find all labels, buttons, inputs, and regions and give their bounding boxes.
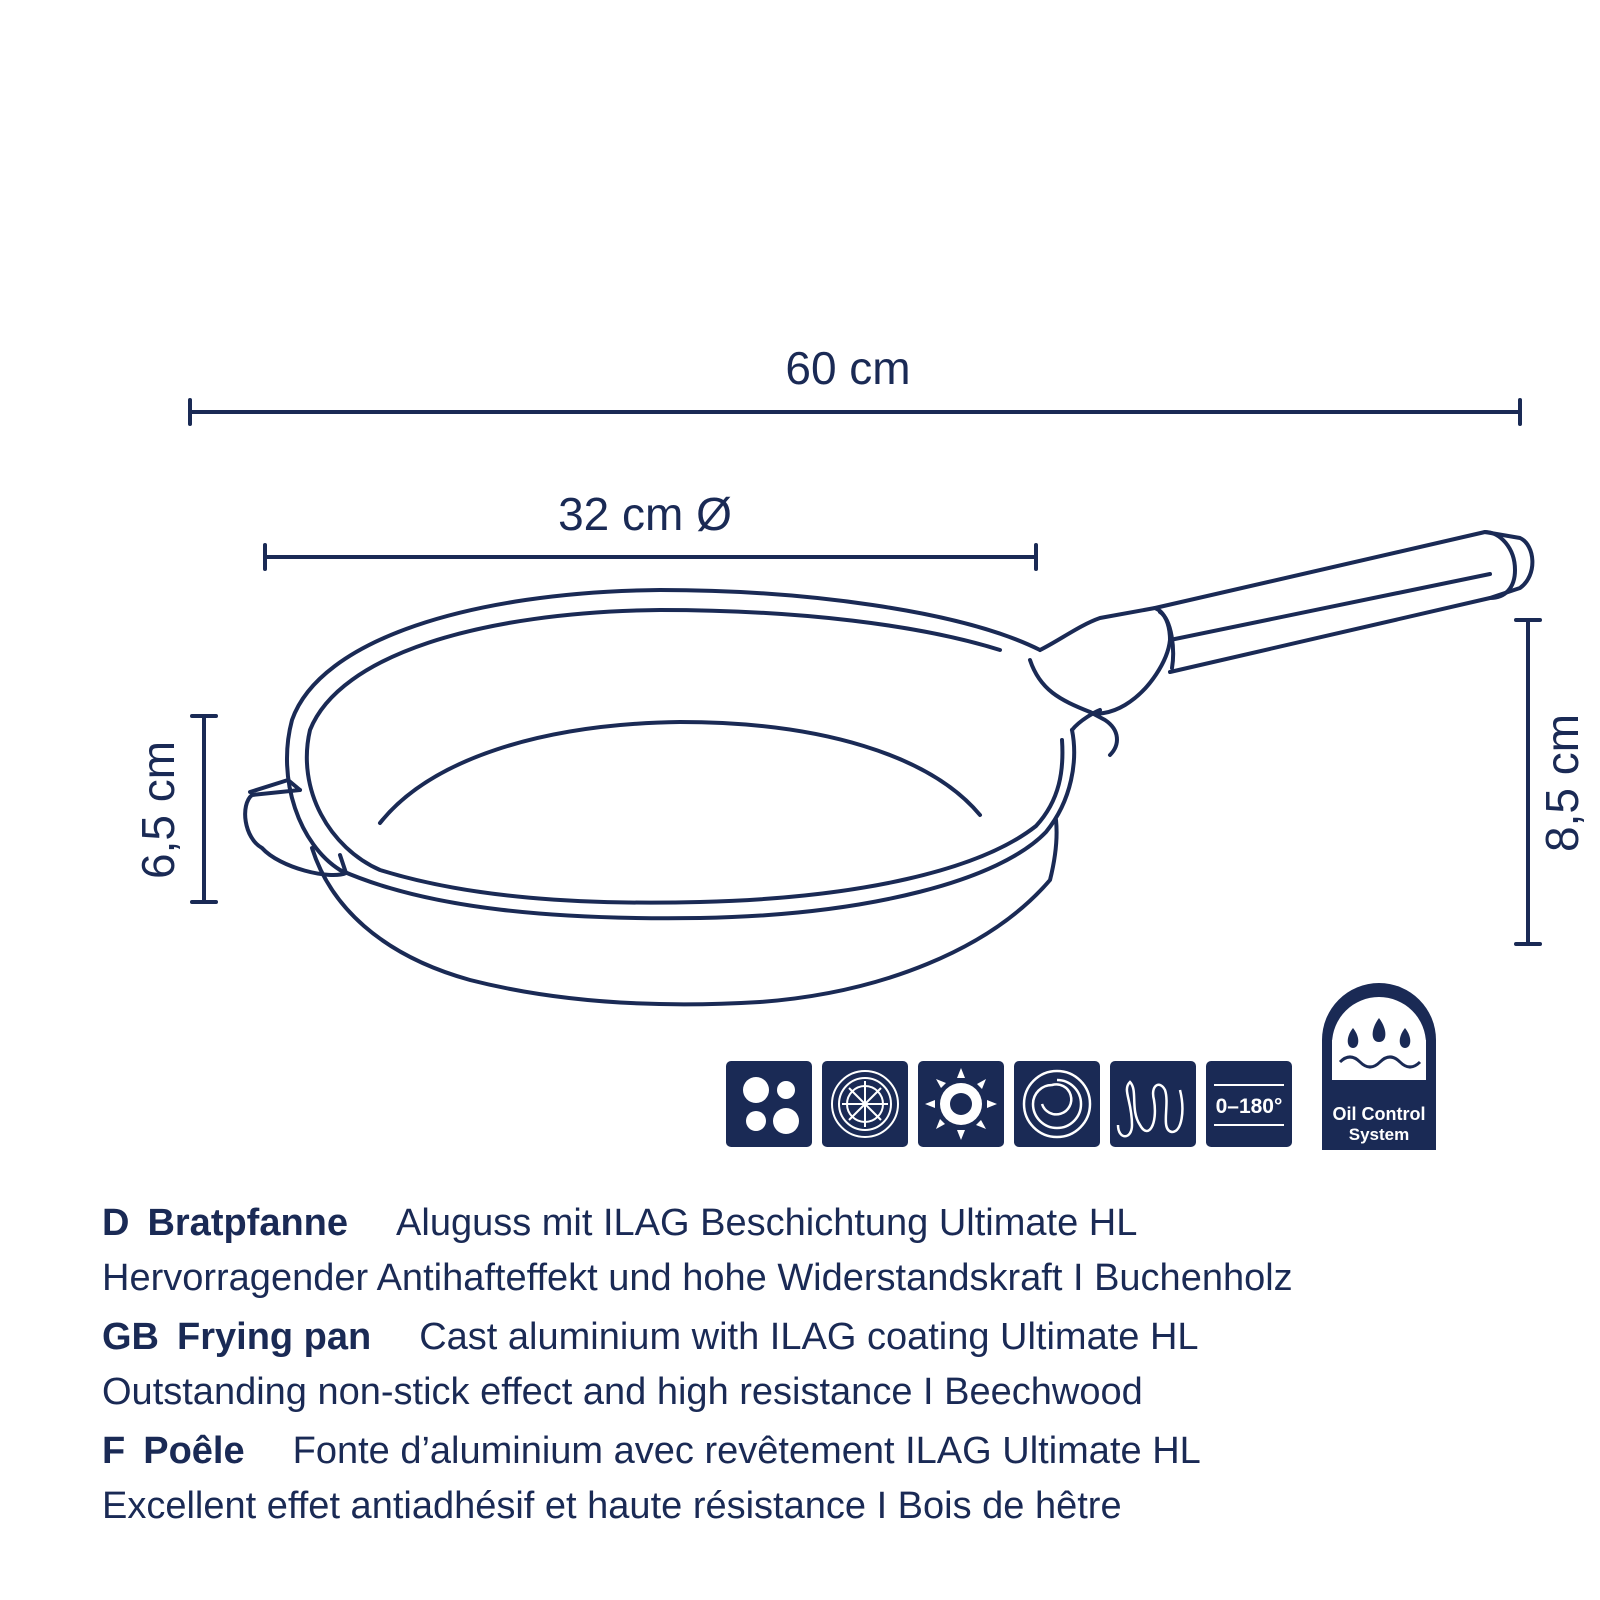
product-descriptions	[102, 1196, 1562, 1538]
hotplate-icon	[726, 1061, 812, 1147]
product-name-gb: Frying pan	[177, 1316, 372, 1358]
features-de: Hervorragender Antihafteffekt und hohe Widerstandskraft I Buchenholz	[102, 1257, 1293, 1299]
description-gb	[102, 1310, 1562, 1365]
cooktop-icons	[726, 1061, 1292, 1147]
length-label: 60 cm	[785, 342, 911, 394]
description-f	[102, 1424, 1562, 1479]
oven-temperature-label: 0–180°	[1215, 1095, 1283, 1118]
language-code-de: D	[102, 1202, 130, 1244]
pan-height-label: 6,5 cm	[132, 740, 184, 880]
features-gb: Outstanding non-stick effect and high resistance I Beechwood	[102, 1371, 1143, 1413]
product-name-de: Bratpfanne	[147, 1202, 349, 1244]
material-gb: Cast aluminium with ILAG coating Ultimate HL	[419, 1316, 1199, 1358]
product-name-f: Poêle	[143, 1430, 245, 1472]
total-height-label: 8,5 cm	[1536, 713, 1588, 853]
induction-icon	[1110, 1061, 1196, 1147]
diameter-label: 32 cm Ø	[558, 488, 732, 540]
material-de: Aluguss mit ILAG Beschichtung Ultimate HL	[396, 1202, 1138, 1244]
oven-temperature-icon	[1206, 1061, 1292, 1147]
language-code-gb: GB	[102, 1316, 159, 1358]
oil-control-badge	[1322, 983, 1436, 1150]
description-de	[102, 1196, 1562, 1251]
gas-icon	[918, 1061, 1004, 1147]
diameter-dimension-line	[265, 545, 1036, 569]
oil-control-line2: System	[1348, 1125, 1410, 1144]
material-f: Fonte d’aluminium avec revêtement ILAG Ultimate HL	[292, 1430, 1201, 1472]
halogen-icon	[1014, 1061, 1100, 1147]
pan-height-dimension-line	[192, 716, 216, 902]
pan-outline	[245, 532, 1532, 1004]
oil-control-line1: Oil Control	[1332, 1104, 1426, 1124]
language-code-f: F	[102, 1430, 126, 1472]
ceramic-hob-icon	[822, 1061, 908, 1147]
features-f: Excellent effet antiadhésif et haute résistance I Bois de hêtre	[102, 1485, 1122, 1527]
length-dimension-line	[190, 400, 1520, 424]
